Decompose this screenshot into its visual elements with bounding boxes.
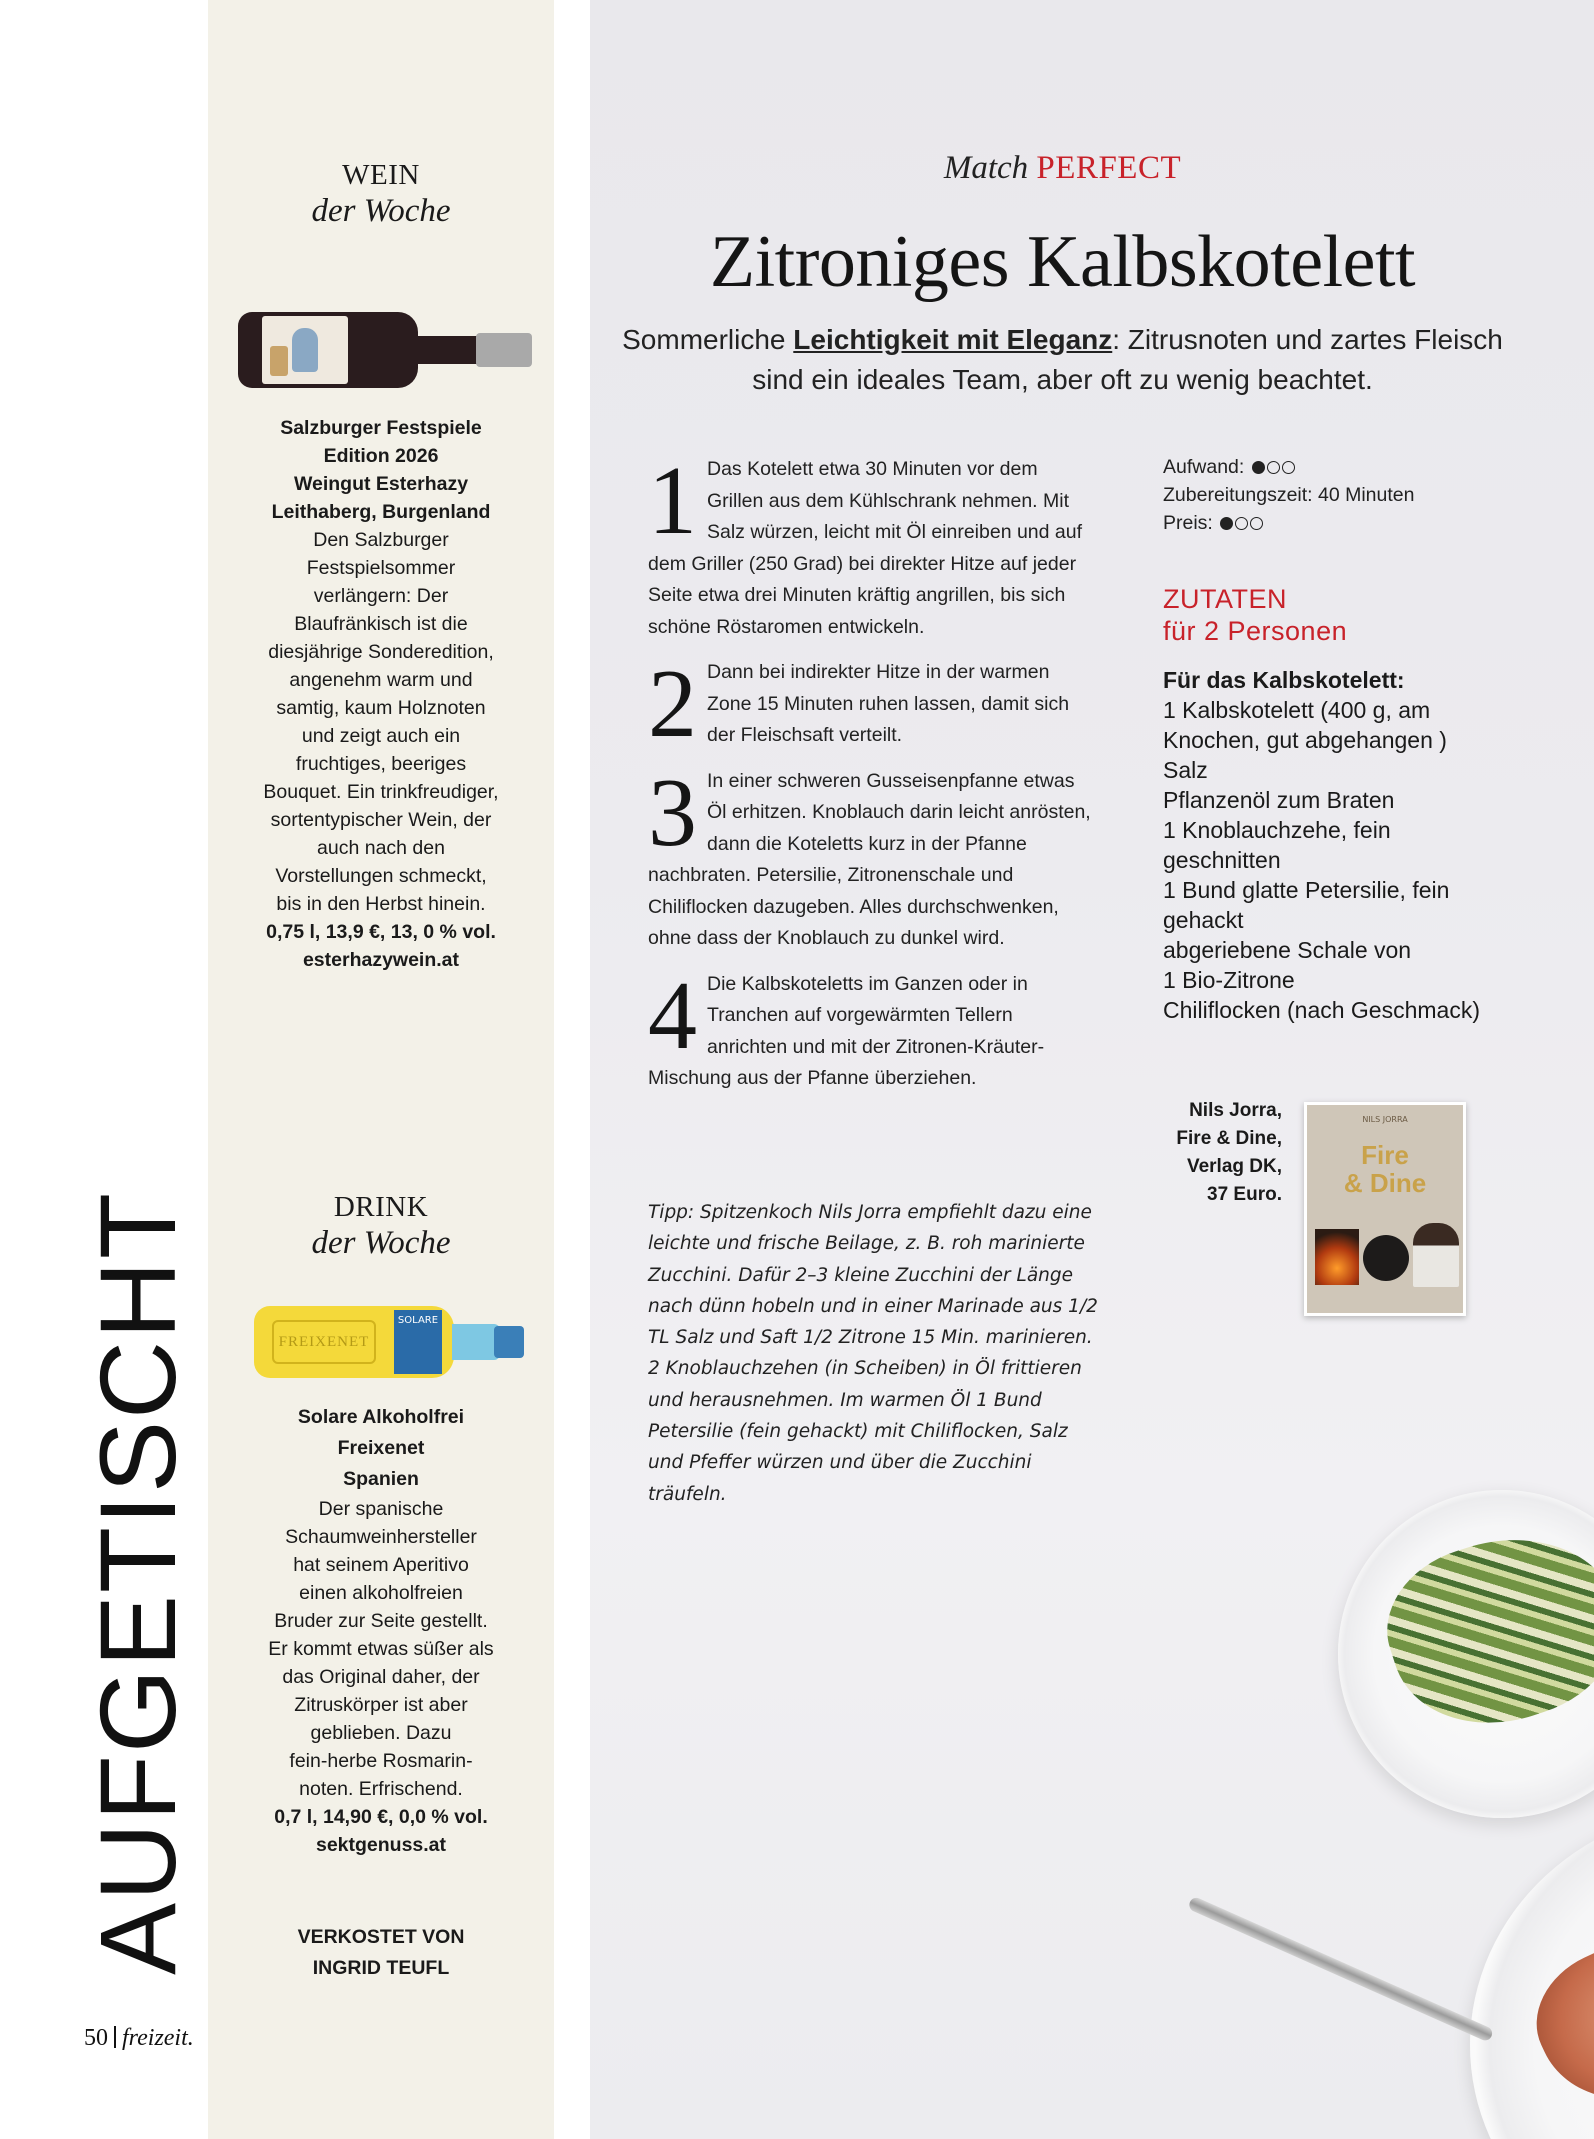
drink-bottle-label: FREIXENET [272,1320,376,1364]
ingredients-heading: Für das Kalbskotelett: [1163,667,1405,693]
effort-rating [1250,456,1295,478]
wine-desc-line: samtig, kaum Holznoten [276,697,486,719]
recipe-step [648,650,1096,758]
effort-label: Aufwand: [1163,456,1245,478]
step-text: Dann bei indirekter Hitze in der warmen Zone 15 Minuten ruhen lassen, damit sich der Fleischsaft verteilt. [707,661,1070,746]
wine-desc-line: Bouquet. Ein trinkfreudiger, [263,781,499,803]
drink-producer: Freixenet [337,1437,425,1459]
drink-url: sektgenuss.at [315,1834,447,1856]
ingredient-item: abgeriebene Schale von [1163,937,1412,963]
book-caption [1130,1097,1282,1209]
drink-subheading: der Woche [311,1225,451,1261]
wine-desc-line: Blaufränkisch ist die [294,613,468,635]
wine-desc-line: Den Salzburger [313,529,449,551]
book-cover-image [1304,1102,1466,1316]
wine-name-line: Salzburger Festspiele [280,417,482,439]
drink-price: 0,7 l, 14,90 €, 0,0 % vol. [274,1806,488,1828]
wine-desc-line: bis in den Herbst hinein. [276,893,486,915]
wine-subheading: der Woche [311,193,451,229]
wine-desc-line: verlängern: Der [313,585,449,607]
pot-photo [1363,1235,1409,1281]
wine-desc-line: angenehm warm und [289,669,473,691]
drink-desc-line: Der spanische [318,1498,444,1520]
book-title: Fire & Dine, [1176,1128,1282,1149]
sidebar [208,0,554,2139]
step-number: 3 [648,758,697,867]
intro-text-end: : Zitrusnoten und zartes Fleisch sind ein ideales Team, aber oft zu wenig beachtet. [752,324,1503,395]
step-text: In einer schweren Gusseisenpfanne etwas Öl erhitzen. Knoblauch darin leicht anrösten, dann die Koteletts kurz in der Pfanne nachbraten. Petersilie, Zitronenschale und Chiliflocken dazugeben. Alles durchschwenken, ohne dass der Knoblauch zu dunkel wird. [648,769,1091,949]
kicker-red: PERFECT [1036,150,1182,186]
prep-time: Zubereitungszeit: 40 Minuten [1163,484,1415,506]
ingredient-item: Chiliflocken (nach Geschmack) [1163,997,1481,1023]
recipe-steps [648,447,1096,1109]
intro-text: Sommerliche [622,324,794,355]
drink-desc-line: das Original daher, der [282,1666,480,1688]
ingredients-subtitle: für 2 Personen [1163,616,1348,646]
ingredients-list [1163,665,1483,1025]
price-rating [1218,512,1263,534]
section-title: AUFGETISCHT [77,1190,198,1975]
ingredients-title: ZUTATEN [1163,584,1287,614]
article-intro [620,320,1505,400]
book-publisher: Verlag DK, [1186,1156,1282,1177]
chef-tip: Tipp: Spitzenkoch Nils Jorra empfiehlt dazu eine leichte und frische Beilage, z. B. roh marinierte Zucchini. Dafür 2–3 kleine Zucchini der Länge nach dünn hobeln und in einer Marinade aus 1/2 TL Salz und Saft 1/2 Zitrone 15 Min. marinieren. 2 Knoblauchzehen (in Scheiben) in Öl frittieren und herausnehmen. Im warmen Öl 1 Bund Petersilie (fein gehackt) mit Chiliflocken, Salz und Pfeffer würzen und über die Zucchini träufeln. [648,1202,1098,1505]
recipe-step [648,961,1096,1095]
wine-price: 0,75 l, 13,9 €, 13, 0 % vol. [266,921,496,943]
wine-desc-line: diesjährige Sonderedition, [268,641,494,663]
drink-desc-line: hat seinem Aperitivo [293,1554,469,1576]
drink-bottle-tag: SOLARE [394,1310,442,1374]
book-cover-title-line: & Dine [1343,1168,1427,1198]
step-text: Das Kotelett etwa 30 Minuten vor dem Grillen aus dem Kühlschrank nehmen. Mit Salz würzen, leicht mit Öl einreiben und auf dem Griller (250 Grad) bei direkter Hitze auf jeder Seite etwa drei Minuten kräftig angrillen, bis sich schöne Röstaromen entwickeln. [648,458,1083,638]
drink-name: Solare Alkoholfrei [297,1406,465,1428]
ingredient-item: Salz [1163,757,1208,783]
step-number: 4 [648,961,697,1070]
drink-desc-line: fein-herbe Rosmarin- [289,1750,473,1772]
wine-info [208,414,554,974]
wine-desc-line: fruchtiges, beeriges [295,753,467,775]
fork-image [1187,1896,1494,2043]
fire-photo [1315,1229,1359,1285]
step-number: 1 [648,447,697,555]
book-cover-title [1307,1141,1463,1197]
step-text: Die Kalbskoteletts im Ganzen oder in Tranchen auf vorgewärmten Tellern anrichten und mit der Zitronen-Kräuter-Mischung aus der Pfanne überziehen. [648,972,1045,1089]
wine-desc-line: Festspielsommer [306,557,456,579]
recipe-step [648,758,1096,955]
wine-desc-line: und zeigt auch ein [301,725,461,747]
drink-desc-line: Schaumweinhersteller [285,1526,477,1548]
drink-country: Spanien [343,1468,419,1490]
ingredients-header [1163,583,1493,647]
ingredient-item: Pflanzenöl zum Braten [1163,787,1395,813]
ingredient-item: 1 Bund glatte Petersilie, fein gehackt [1163,877,1450,933]
drink-desc-line: Zitruskörper ist aber [294,1694,468,1716]
drink-desc-line: Er kommt etwas süßer als [268,1638,494,1660]
footer-divider [114,2026,116,2048]
drink-heading: DRINK [333,1191,429,1223]
effort-row [1163,453,1453,481]
wine-producer: Weingut Esterhazy [293,473,469,495]
tasted-by [208,1922,554,1984]
book-cover-author: NILS JORRA [1362,1115,1408,1124]
recipe-step [648,447,1096,643]
book-author: Nils Jorra, [1189,1100,1282,1121]
ingredient-item: 1 Bio-Zitrone [1163,967,1295,993]
page-number: 50 [84,2025,108,2051]
drink-desc-line: Bruder zur Seite gestellt. [274,1610,488,1632]
article-kicker [590,150,1535,187]
wine-desc-line: Vorstellungen schmeckt, [275,865,487,887]
drink-desc-line: einen alkoholfreien [299,1582,463,1604]
tasted-by-label: VERKOSTET VON [297,1926,465,1948]
drink-heading-block [208,1190,554,1262]
book-price: 37 Euro. [1207,1184,1282,1205]
chef-photo [1413,1223,1459,1287]
wine-desc-line: auch nach den [317,837,445,859]
drink-desc-line: geblieben. Dazu [310,1722,452,1744]
kicker-italic: Match [943,150,1029,186]
book-cover-title-line: Fire [1361,1140,1409,1170]
price-label: Preis: [1163,512,1213,534]
wine-heading-block [208,158,554,230]
wine-region: Leithaberg, Burgenland [271,501,491,523]
drink-desc-line: noten. Erfrischend. [299,1778,463,1800]
article-title: Zitroniges Kalbskotelett [709,221,1416,303]
recipe-meta [1163,453,1453,537]
wine-heading: WEIN [342,159,420,191]
price-row [1163,509,1453,537]
tasted-by-name: INGRID TEUFL [312,1957,450,1979]
intro-highlight: Leichtigkeit mit Eleganz [793,324,1113,355]
step-number: 2 [648,650,697,758]
ingredient-item: 1 Knoblauchzehe, fein geschnitten [1163,817,1391,873]
footer-brand: freizeit. [122,2025,194,2051]
wine-desc-line: sortentypischer Wein, der [270,809,492,831]
wine-url: esterhazywein.at [302,949,460,971]
ingredient-item: 1 Kalbskotelett (400 g, am Knochen, gut abgehangen ) [1163,697,1447,753]
drink-info [208,1402,554,1859]
wine-name-line: Edition 2026 [323,445,439,467]
page-footer [84,2025,194,2052]
